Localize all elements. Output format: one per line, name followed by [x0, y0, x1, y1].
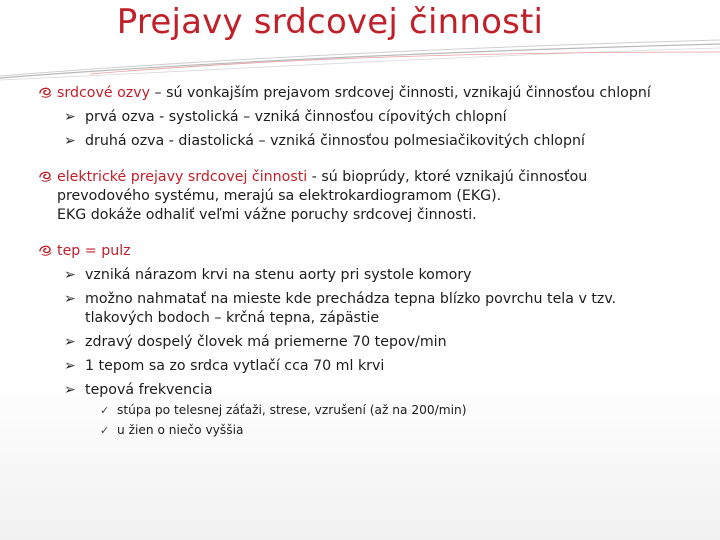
bullet-elektricke-prejavy	[38, 168, 678, 206]
page-title: Prejavy srdcovej činnosti	[116, 2, 544, 42]
sub-bullet-text: zdravý dospelý človek má priemerne 70 tepov/min	[85, 334, 447, 350]
arrow-bullet-icon: ➢	[64, 291, 76, 307]
sub-bullet	[38, 333, 678, 352]
check-item-text: stúpa po telesnej záťaži, strese, vzrušení (až na 200/min)	[117, 403, 467, 417]
sub-bullet	[38, 357, 678, 376]
keyword: srdcové ozvy	[57, 85, 151, 101]
keyword: tep = pulz	[57, 243, 131, 259]
checkmark-icon: ✓	[100, 404, 110, 417]
arrow-bullet-icon: ➢	[64, 109, 76, 125]
arrow-bullet-icon: ➢	[64, 358, 76, 374]
arrow-bullet-icon: ➢	[64, 382, 76, 398]
sub-bullet	[38, 108, 678, 127]
bullet-text: – sú vonkajším prejavom srdcovej činnosti, vznikajú činnosťou chlopní	[150, 85, 651, 101]
decorative-swoosh	[0, 30, 720, 90]
sub-bullet-text: 1 tepom sa zo srdca vytlačí cca 70 ml krvi	[85, 358, 385, 374]
sub-bullet-text: tepová frekvencia	[85, 382, 213, 398]
check-item-text: u žien o niečo vyššia	[117, 423, 244, 437]
arrow-bullet-icon: ➢	[64, 133, 76, 149]
sub-bullet-text: vzniká nárazom krvi na stenu aorty pri systole komory	[85, 267, 472, 283]
sub-bullet	[38, 132, 678, 151]
check-item	[38, 401, 678, 420]
arrow-bullet-icon: ➢	[64, 334, 76, 350]
sub-bullet	[38, 266, 678, 285]
keyword: elektrické prejavy srdcovej činnosti	[57, 169, 308, 185]
swirl-bullet-icon	[38, 85, 53, 100]
sub-bullet-text: možno nahmatať na mieste kde prechádza tepna blízko povrchu tela v tzv. tlakových bodoch – krčná tepna, zápästie	[85, 291, 617, 326]
arrow-bullet-icon: ➢	[64, 267, 76, 283]
check-item	[38, 421, 678, 440]
swirl-bullet-icon	[38, 243, 53, 258]
slide-content	[38, 84, 678, 440]
sub-bullet-text: druhá ozva - diastolická – vzniká činnosťou polmesiačikovitých chlopní	[85, 133, 585, 149]
bullet-text: - sú bioprúdy, ktoré vznikajú činnosťou prevodového systému, merajú sa elektrokardiogramom (EKG).	[57, 169, 588, 204]
bullet-srdcove-ozvy	[38, 84, 678, 103]
sub-bullet-text: prvá ozva - systolická – vzniká činnosťou cípovitých chlopní	[85, 109, 507, 125]
bullet-tep-pulz	[38, 242, 678, 261]
bullet-continuation: EKG dokáže odhaliť veľmi vážne poruchy srdcovej činnosti.	[57, 207, 477, 223]
checkmark-icon: ✓	[100, 424, 110, 437]
swirl-bullet-icon	[38, 169, 53, 184]
sub-bullet	[38, 290, 678, 328]
sub-bullet	[38, 381, 678, 400]
